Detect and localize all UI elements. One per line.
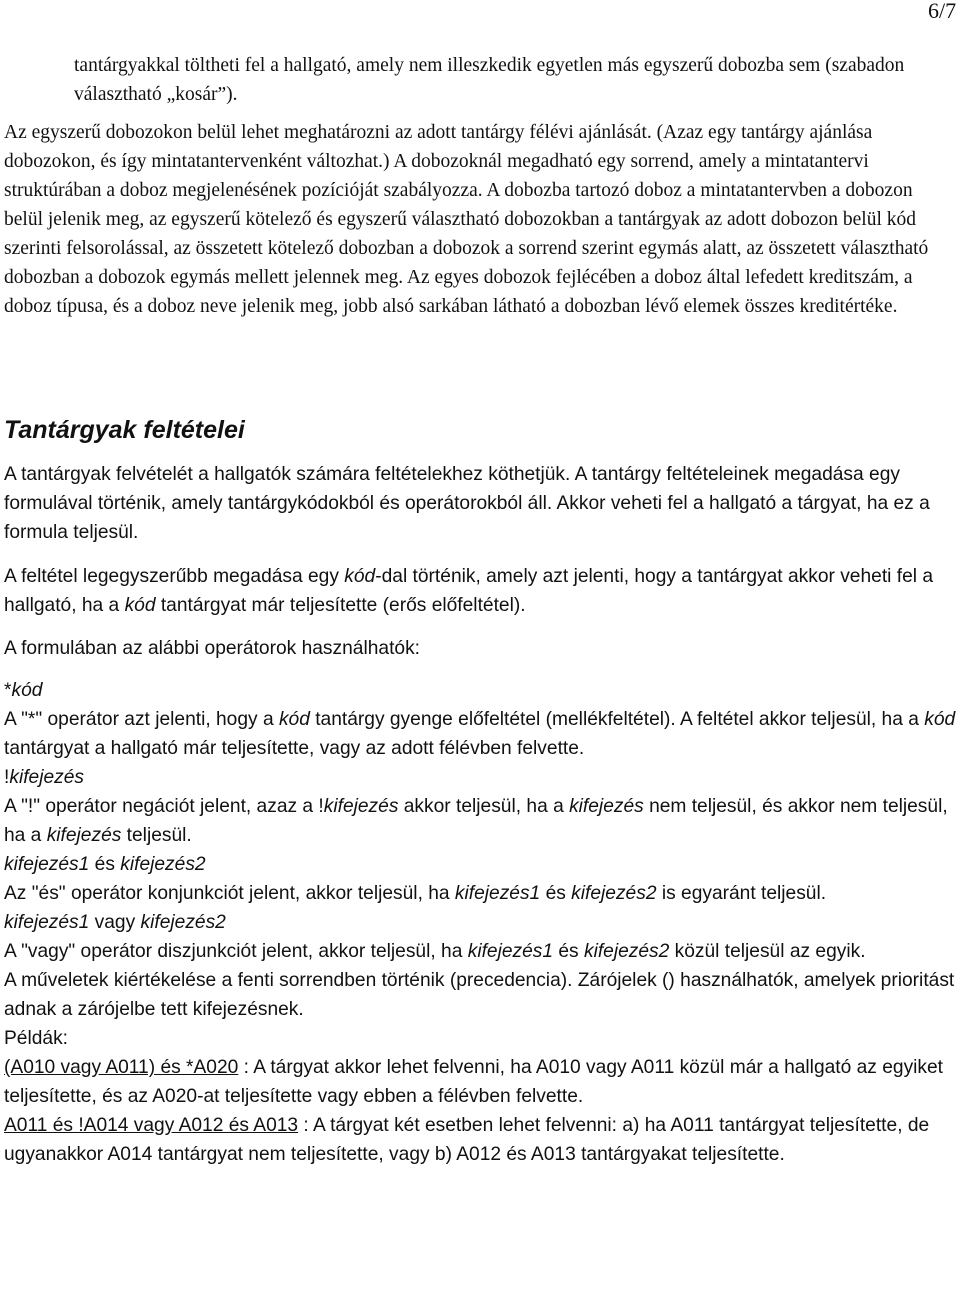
- text-span: akkor teljesül, ha a: [398, 796, 570, 817]
- example-description: : A tárgyat akkor lehet felvenni, ha A010 vagy A011 közül már a hallgató az egyiket teljesítette, és az A020-at teljesítette vagy ebben a félévben felvette.: [4, 1057, 944, 1107]
- op-or-description: [4, 937, 959, 966]
- expr-term: kifejezés1: [4, 912, 90, 933]
- conditions-intro: [4, 460, 959, 547]
- example-1: [4, 1053, 959, 1111]
- expr-term: kifejezés2: [571, 883, 657, 904]
- conditions-paragraph: A tantárgyak felvételét a hallgatók számára feltételekhez köthetjük. A tantárgy feltételeinek megadása egy formulával történik, amely tantárgykódokból és operátorokból áll. Akkor veheti fel a hallgató a tárgyat, ha ez a formula teljesül.: [4, 464, 930, 543]
- example-2: [4, 1111, 959, 1169]
- code-term: kód: [344, 566, 376, 587]
- text-span: -dal történik, amely azt jelenti, hogy a tantárgyat akkor veheti fel a hallgató, ha a: [4, 566, 934, 616]
- text-span: nem teljesül, és akkor nem teljesül, ha a: [4, 796, 948, 846]
- text-span: Az "és" operátor konjunkciót jelent, akkor teljesül, ha: [4, 883, 455, 904]
- example-formula: A011 és !A014 vagy A012 és A013: [4, 1115, 299, 1136]
- code-term: kód: [278, 709, 310, 730]
- text-span: tantárgyat már teljesítette (erős előfeltétel).: [155, 595, 526, 616]
- op-not-description: [4, 792, 959, 850]
- expr-term: kifejezés: [46, 825, 122, 846]
- expr-term: kifejezés2: [120, 854, 206, 875]
- expr-term: kifejezés: [9, 767, 84, 788]
- intro-paragraph: tantárgyakkal töltheti fel a hallgató, amely nem illeszkedik egyetlen más egyszerű dobozba sem (szabadon választható „kosár”).: [74, 55, 905, 105]
- op-star-description: [4, 705, 959, 763]
- text-span: tantárgyat a hallgató már teljesítette, vagy az adott félévben felvette.: [4, 738, 585, 759]
- precedence-paragraph: A műveletek kiértékelése a fenti sorrendben történik (precedencia). Zárójelek () használhatók, amelyek prioritást adnak a zárójelbe tett kifejezésnek.: [4, 970, 955, 1020]
- expr-term: kifejezés2: [583, 941, 670, 962]
- op-not-heading: [4, 763, 959, 792]
- operators-list: [4, 676, 959, 1169]
- example-formula: (A010 vagy A011) és *A020: [4, 1057, 239, 1078]
- operators-paragraph: A formulában az alábbi operátorok használhatók:: [4, 638, 420, 659]
- op-or-heading: [4, 908, 959, 937]
- text-span: és: [89, 854, 121, 875]
- section-title: Tantárgyak feltételei: [4, 416, 245, 444]
- expr-term: kifejezés1: [454, 883, 541, 904]
- op-and-description: [4, 879, 959, 908]
- op-star-heading: [4, 676, 959, 705]
- text-span: *: [4, 680, 12, 701]
- expr-term: kifejezés1: [467, 941, 554, 962]
- text-span: közül teljesül az egyik.: [669, 941, 866, 962]
- text-span: !: [4, 767, 10, 788]
- boxes-paragraph: Az egyszerű dobozokon belül lehet meghatározni az adott tantárgy félévi ajánlását. (Azaz egy tantárgy ajánlása dobozokon, és így mintatantervenként változhat.) A dobozoknál megadható egy sorrend, amely a mintatantervi struktúrában a doboz megjelenésének pozícióját szabályozza. A dobozba tartozó doboz a mintatantervben a dobozon belül jelenik meg, az egyszerű kötelező és egyszerű választható dobozokban a tantárgyak az adott dobozon belül kód szerinti felsorolással, az összetett kötelező dobozban a dobozok a sorrend szerint egymás alatt, az összetett választható dobozban a dobozok egymás mellett jelennek meg. Az egyes dobozok fejlécében a doboz által lefedett kreditszám, a doboz típusa, és a doboz neve jelenik meg, jobb alsó sarkában látható a dobozban lévő elemek összes kreditértéke.: [4, 122, 929, 317]
- code-term: kód: [124, 595, 156, 616]
- text-span: tantárgy gyenge előfeltétel (mellékfeltétel). A feltétel akkor teljesül, ha a: [309, 709, 925, 730]
- expr-term: kifejezés: [323, 796, 399, 817]
- op-and-heading: [4, 850, 959, 879]
- expr-term: kifejezés2: [140, 912, 226, 933]
- example-description: : A tárgyat két esetben lehet felvenni: a) ha A011 tantárgyat teljesítette, de ugyanakkor A014 tantárgyat nem teljesítette, vagy b) A012 és A013 tantárgyakat teljesítette.: [4, 1115, 930, 1165]
- simplest-paragraph: [4, 562, 959, 620]
- text-span: A "*" operátor azt jelenti, hogy a: [4, 709, 279, 730]
- text-span: vagy: [89, 912, 141, 933]
- page-number: 6/7: [928, 0, 957, 23]
- text-span: teljesül.: [121, 825, 192, 846]
- expr-term: kifejezés1: [4, 854, 90, 875]
- code-term: kód: [11, 680, 43, 701]
- expr-term: kifejezés: [569, 796, 644, 817]
- code-term: kód: [924, 709, 956, 730]
- text-span: és: [540, 883, 572, 904]
- text-span: és: [553, 941, 584, 962]
- text-span: is egyaránt teljesül.: [656, 883, 827, 904]
- text-span: A feltétel legegyszerűbb megadása egy: [4, 566, 345, 587]
- examples-label: Példák:: [4, 1028, 68, 1049]
- operators-intro: [4, 634, 959, 663]
- simplest-condition: [4, 562, 959, 620]
- text-span: A "!" operátor negációt jelent, azaz a !: [4, 796, 324, 817]
- text-span: A "vagy" operátor diszjunkciót jelent, akkor teljesül, ha: [4, 941, 468, 962]
